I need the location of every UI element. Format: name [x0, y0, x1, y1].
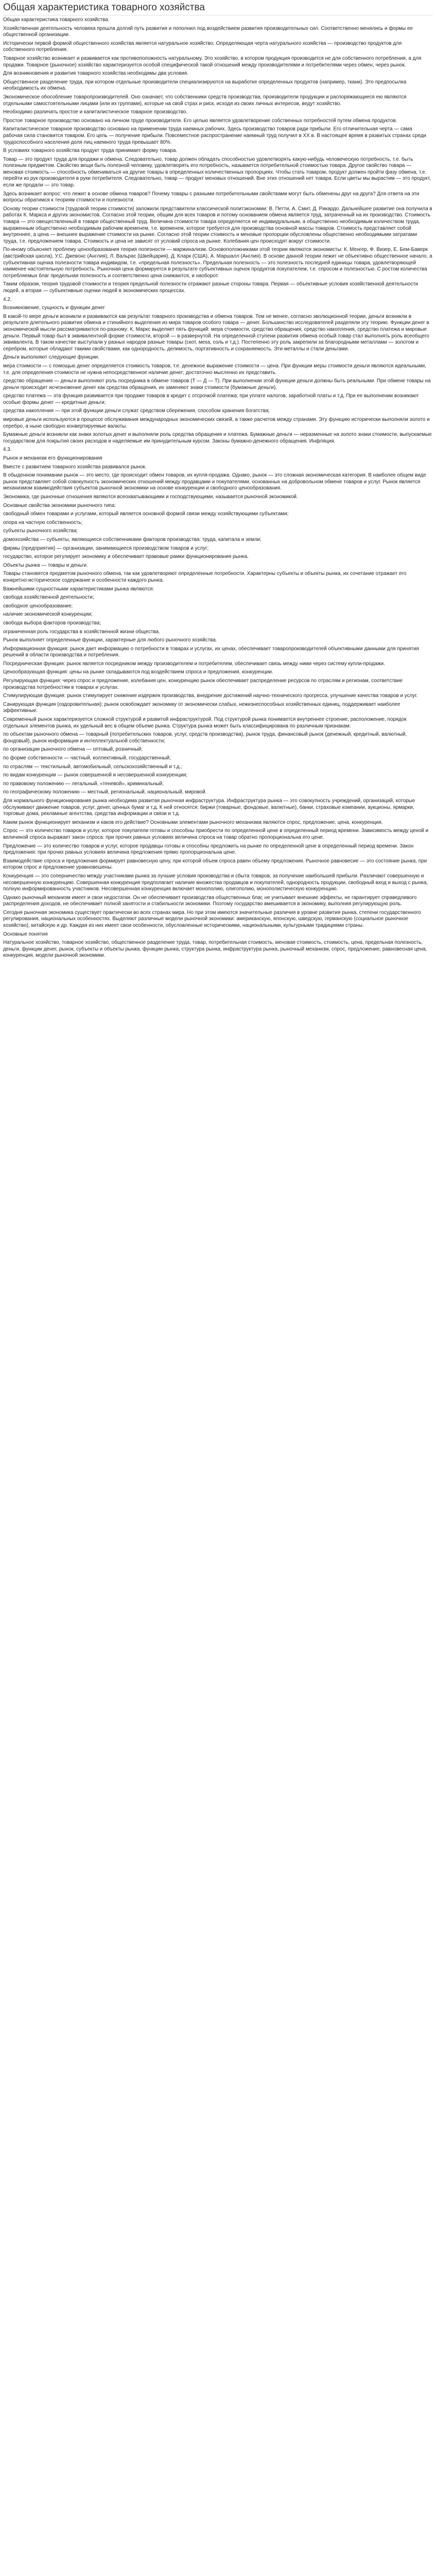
paragraph: Однако рыночный механизм имеет и свои недостатки. Он не обеспечивает производства общественных благ, не учитывает внешние эффекты, не гарантирует справедливого распределения доходов, не обеспечивает полной занятости и стабильности экономики. Поэтому государство вмешивается в экономику, выполняя регулирующую роль. [3, 894, 417, 907]
paragraph: по форме собственности — частный, коллективный, государственный; [3, 755, 171, 761]
paragraph: домохозяйства — субъекты, являющиеся собственниками факторов производства: труда, капитала и земли; [3, 536, 261, 543]
paragraph: В условиях товарного хозяйства продукт труда принимает форму товара. [3, 148, 178, 154]
paragraph: Важнейшими сущностными характеристиками рынка являются: [3, 586, 154, 592]
paragraph: 4.3. [3, 447, 12, 453]
paragraph: свобода хозяйственной деятельности; [3, 595, 94, 601]
paragraph: Предложение — это количество товаров и услуг, которое продавцы готовы и способны предложить на рынке по определенной цене в определенный период времени. Закон предложения: при прочих равных условиях величина предложения прямо пропорциональна цене. [3, 843, 414, 856]
paragraph: Основные свойства экономики рыночного типа: [3, 502, 116, 509]
paragraph: Таким образом, теория трудовой стоимости и теория предельной полезности отражают разные стороны товара. Первая — объективные условия хозяйственной деятельности людей, а вторая — субъективные оценки людей в экономических процессах. [3, 281, 418, 294]
paragraph: средство обращения — деньги выполняют роль посредника в обмене товаров (Т — Д — Т). При выполнении этой функции деньги должны быть реальными. При обмене товары на деньги происходит исчезновение денег как средства обращения, их заменяют знаки стоимости (бумажные деньги). [3, 378, 431, 391]
paragraph: По-иному объясняет проблему ценообразования теория полезности — маржинализм. Основоположниками этой теории являются экономисты: К. Менгер, Ф. Визер, Е. Бем-Баверк (австрийская школа), У.С. Джевонс (Англия), Л. Вальрас (Швейцария), Д. Кларк (США), А. Маршалл (Англия). В основе данной теории лежит не объективно общественное начало, а субъективная оценка полезности товара индивидом, т.е. «предельная полезность». Предельная полезность — это полезность последней единицы товара, удовлетворяющей наименее настоятельную потребность. Рыночная цена формируется в результате субъективных оценок продуктов покупателем, т.е. спросом и полезностью. С ростом количества потребляемых благ предельная полезность и соответственно цена снижаются, и наоборот. [3, 247, 432, 279]
paragraph: Объекты рынка — товары и деньги. [3, 562, 88, 568]
paragraph: Товары становятся предметом рыночного обмена, так как удовлетворяют определенные потребности. Характерны субъекты и объекты рынка, их сочетание отражает его конкретно-историческое содержание и особенности каждого рынка. [3, 571, 407, 583]
paragraph: Сегодня рыночная экономика существует практически во всех странах мира. Но при этом имеются значительные различия в уровне развития рынка, степени государственного регулирования, национальных особенностях. Выделяют различные модели рыночной экономики: американскую, японскую, шведскую, германскую (социальное рыночное хозяйство), китайскую и др. Каждая из них имеет свои особенности, обусловленные историческими, национальными, культурными традициями страны. [3, 909, 421, 929]
paragraph: Информационная функция: рынок дает информацию о потребности в товарах и услугах, их ценах, обеспечивает товаропроизводителей объективными данными для принятия решений в области производства и потребления. [3, 646, 419, 658]
paragraph: Натуральное хозяйство, товарное хозяйство, общественное разделение труда, товар, потребительная стоимость, меновая стоимость, стоимость, цена, предельная полезность, деньги, функции денег, рынок, субъекты и объекты рынка, функции рынка, структура рынка, инфраструктура рынка, рыночный механизм, спрос, предложение, равновесная цена, конкуренция, модели рыночной экономики. [3, 940, 427, 959]
paragraph: Бумажные деньги возникли как знаки золотых денег и выполняли роль средства обращения и платежа. Бумажные деньги — неразменные на золото знаки стоимости, выпускаемые государством для покрытия своих расходов и наделяемые им принудительным курсом. Законы бумажно-денежного обращения. Инфляция. [3, 432, 432, 444]
paragraph: Основные понятия [3, 931, 48, 937]
paragraph: Экономика, где рыночные отношения являются всеохватывающими и господствующими, называется рыночной экономикой. [3, 494, 298, 500]
paragraph: свобода выбора факторов производства; [3, 620, 101, 626]
paragraph: государство, которое регулирует экономику и обеспечивает правовые рамки функционирования рынка. [3, 554, 249, 560]
paragraph: по правовому положению — легальный, «теневой», криминальный; [3, 781, 164, 787]
page-title: Общая характеристика товарного хозяйства [3, 2, 433, 15]
paragraph: по объектам рыночного обмена — товарный (потребительских товаров, услуг, средств производства), рынок труда, финансовый рынок (денежный, кредитный, валютный, фондовый), рынок информации и интеллектуальной собственности; [3, 732, 407, 744]
paragraph: Общественное разделение труда, при котором отдельные производители специализируются на выработке определенных продуктов (например, ткани). Это предпосылка необходимость их обмена. [3, 79, 407, 92]
paragraph: Деньги выполняют следующие функции. [3, 354, 99, 361]
paragraph: свободное ценообразование; [3, 603, 73, 609]
paragraph: мировые деньги используются в процессе обслуживания международных экономических связей, а также расчетов между странами. Эту функцию исторически выполняли золото и серебро, а ныне свободно конвертируемые валюты. [3, 417, 430, 429]
paragraph: фирмы (предприятия) — организации, занимающиеся производством товаров и услуг; [3, 545, 209, 551]
paragraph: мера стоимости — с помощью денег определяется стоимость товаров, т.е. денежное выражение стоимости — цена. При функции меры стоимости деньги являются идеальными, т.е. для определения стоимости не нужна непосредственное наличие денег; достаточно мысленно их представить. [3, 363, 426, 376]
paragraph: Регулирующая функция: через спрос и предложение, колебания цен, конкуренцию рынок обеспечивает распределение ресурсов по отраслям и регионам, соответствие производства потребностям в товарах и услугах. [3, 678, 403, 690]
paragraph: Посредническая функция: рынок является посредником между производителем и потребителем, обеспечивает связь между ними через систему купли-продажи. [3, 660, 385, 667]
paragraph: Конкуренция — это соперничество между участниками рынка за лучшие условия производства и сбыта товаров, за получение наибольшей прибыли. Различают совершенную и несовершенную конкуренцию. Совершенная конкуренция предполагает наличие множества продавцов и покупателей, однородность продукции, свободный вход и выход с рынка, полную информированность участников. Несовершенная конкуренция включает монополию, олигополию, монополистическую конкуренцию. [3, 873, 428, 892]
paragraph: по географическому положению — местный, региональный, национальный, мировой. [3, 789, 207, 795]
paragraph: Спрос — это количество товаров и услуг, которое покупатели готовы и способны приобрести по определенной цене в определенный период времени. Зависимость между ценой и величиной спроса выражает закон спроса: при прочих равных условиях величина спроса на товар обратно пропорциональна его цене. [3, 828, 429, 840]
paragraph: Товар — это продукт труда для продажи и обмена. Следовательно, товар должен обладать способностью удовлетворять какую-нибудь человеческую потребность, т.е. быть полезным предметом. Свойство вещи быть полезной человеку, удовлетворять его потребность, называется потребительной стоимостью товара. Другое свойство товара — меновая стоимость — способность обмениваться на другие товары в определенных количественных пропорциях. Чтобы стать товаром, продукт должен пройти фазу обмена, т.е. перейти из рук производителя в руки потребителя. Следовательно, товар — продукт меновых отношений. Вне этих отношений нет товара. Если цветы мы вырастим — это продукт, если же продали — это товар. [3, 156, 431, 189]
paragraph: Для возникновения и развития товарного хозяйства необходимы два условия. [3, 71, 188, 77]
paragraph: Рынок и механизм его функционирования [3, 455, 102, 462]
paragraph: Исторически первой формой общественного хозяйства является натуральное хозяйство. Определяющая черта натурального хозяйства — производство продуктов для собственного потребления. [3, 40, 402, 53]
paragraph: 4.2. [3, 296, 12, 302]
paragraph: Взаимодействие спроса и предложения формирует равновесную цену, при которой объем спроса равен объему предложения. Рыночное равновесие — это состояние рынка, при котором спрос и предложение уравновешены. [3, 858, 427, 871]
paragraph: субъекты рыночного хозяйства; [3, 528, 78, 534]
paragraph: средство платежа — эта функция развивается при продаже товаров в кредит с отсрочкой платежа; при уплате налогов, заработной платы и т.д. При ее выполнении возникают особые формы денег — кредитные деньги; [3, 393, 419, 405]
paragraph: Необходимо различать простое и капиталистическое товарное производство. [3, 109, 188, 115]
paragraph: по видам конкуренции — рынок совершенной и несовершенной конкуренции; [3, 772, 188, 778]
paragraph: Вместе с развитием товарного хозяйства развивался рынок. [3, 464, 147, 470]
paragraph: Возникновение, сущность и функции денег [3, 305, 105, 311]
paragraph: Экономическое обособление товаропроизводителей. Оно означает, что собственники средств производства, производители продукции и распоряжающиеся ею являются отдельными самостоятельными лицами (или их группами), которые на свой страх и риск, исходя из своих личных интересов, ведут хозяйство. [3, 94, 407, 107]
document [0, 0, 436, 964]
paragraph: Каким рынок функционирует механизм и каков его действие? Основными элементами рыночного механизма являются спрос, предложение, цена, конкуренция. [3, 819, 383, 825]
paragraph: Рынок выполняет определенные функции, характерные для любого рыночного хозяйства. [3, 637, 217, 643]
paragraph: средства накопления — при этой функции деньги служат средством сбережения, способом хранения богатства; [3, 408, 270, 414]
paragraph: по отраслям — текстильный, автомобильный, сельскохозяйственный и т.д.; [3, 764, 183, 770]
paragraph: Товарное хозяйство возникает и развивается как противоположность натуральному. Это хозяйство, в котором продукция производится не для собственного потребления, а для продажи. Товарное (рыночное) хозяйство характеризуется особой специфической такой отношений между производителями и потребителями через обмен, через рынок. [3, 55, 422, 68]
paragraph: Общая характеристика товарного хозяйства. [3, 17, 110, 23]
paragraph: Хозяйственная деятельность человека прошла долгий путь развития и пополнил под воздействием развития производительных сил. Соответственно менялись и формы ее общественной организации. [3, 25, 413, 38]
paragraph: Простое товарное производство основано на личном труде производителя. Его целью является удовлетворение собственных потребностей путем обмена продуктов. [3, 117, 397, 124]
paragraph: наличие экономической конкуренции; [3, 612, 93, 618]
paragraph: ограниченная роль государства в хозяйственной жизни общества. [3, 629, 160, 635]
paragraph: Стимулирующая функция: рынок стимулирует снижение издержек производства, внедрение достижений научно-технического прогресса, улучшение качества товаров и услуг. [3, 693, 418, 699]
paragraph: Санирующая функция (оздоровительная): рынок освобождает экономику от экономически слабых, нежизнеспособных хозяйственных единиц, поддерживает наиболее эффективные. [3, 701, 400, 714]
paragraph: опора на частную собственность; [3, 519, 83, 526]
paragraph: Здесь возникает вопрос: что лежит в основе обмена товаров? Почему товары с разными потребительными свойствами могут быть обменены друг на друга? Для ответа на эти вопросы обратимся к теориям стоимости и полезности. [3, 191, 420, 204]
paragraph: Современный рынок характеризуется сложной структурой и развитой инфраструктурой. Под структурой рынка понимается внутреннее строение, расположение, порядок отдельных элементов рынка, их удельный вес в общем объеме рынка. Структура рынка может быть классифицирована по различным признакам: [3, 717, 407, 729]
paragraph: Капиталистическое товарное производство основано на применении труда наемных рабочих. Здесь производство товаров ради прибыли. Его отличительная черта — сама рабочая сила становится товаром. Его цель — получение прибыли. Повсеместное распространение наемный труд получил в XX в. В настоящее время в развитых странах среди трудоспособного населения доля лиц наемного труда превышает 80%. [3, 126, 427, 145]
paragraph: свободный обмен товарами и услугами, который является основной формой связи между хозяйствующими субъектами; [3, 511, 289, 517]
paragraph: Для нормального функционирования рынка необходима развитая рыночная инфраструктура. Инфраструктура рынка — это совокупность учреждений, организаций, которые обслуживают движение товаров, услуг, денег, ценных бумаг и т.д. К ней относятся: биржи (товарные, фондовые, валютные), банки, страховые компании, аукционы, ярмарки, торговые дома, рекламные агентства, средства информации и связи и т.д. [3, 798, 415, 817]
paragraph: Основу теории стоимости (трудовой теории стоимости) заложили представители классической политэкономии: В. Петти, А. Смит, Д. Рикардо. Дальнейшее развитие она получила в работах К. Маркса и других экономистов. Согласно этой теории, общим для всех товаров и потому основанием обмена является труд, затраченный на их производство. Стоимость товара — это овеществленный в товаре общественный труд. Величина стоимости товара определяется не индивидуальным, а общественно необходимым количеством труда, выраженным общественно необходимым рабочим временем, т.е. временем, которое требуется для производства основной массы товаров. Стоимость представляет собой внутреннее, а цена — внешнее выражение стоимости на рынке. Согласно этой теории стоимость и меновые пропорции обусловлены общественно необходимыми затратами труда, т.е. предложением товара. Стоимость и цена не зависят от условий спроса на рынке. Колебания цен происходят вокруг стоимости. [3, 206, 432, 244]
paragraph: В какой-то мере деньги возникли и развиваются как результат товарного производства и обмена товаров. Тем не менее, согласно эволюционной теории, деньги возникли в результате длительного развития обмена и стихийного выделения из мира товаров особого товара — денег. Большинство исследователей разделяли эту теорию. Функции денег в экономической мысли рассматриваются по-разному: К. Маркс выделяет пять функций: мера стоимости, средство обращения, средство накопления, средство платежа и мировые деньги. Первый товар был в эквивалентной форме стоимости, второй — в развернутой. На определенной ступени развития обмена особый товар стал выполнять роль всеобщего эквивалента. В таком качестве выступали у разных народов разные товары (скот, меха, соль и т.д.). Постепенно эту роль закрепили за благородными металлами — золотом и серебром, которые обладают такими свойствами, как однородность, делимость, портативность и сохраняемость. Эти металлы и стали деньгами. [3, 313, 429, 352]
paragraph: по организации рыночного обмена — оптовый, розничный; [3, 747, 143, 753]
document-body [3, 17, 433, 959]
paragraph: Ценообразующая функция: цены на рынке складываются под воздействием спроса и предложения, конкуренции. [3, 669, 273, 675]
paragraph: В обыденном понимании рынок — это место, где происходит обмен товаров, их купля-продажа. Однако, рынок — это сложная экономическая категория. В наиболее общем виде рынок представляет собой совокупность экономических отношений между продавцами и покупателями, основанных на добровольном обмене товаров и услуг. Рынок является механизмом взаимодействия субъектов рыночной экономики на основе конкуренции и свободного ценообразования. [3, 472, 426, 492]
